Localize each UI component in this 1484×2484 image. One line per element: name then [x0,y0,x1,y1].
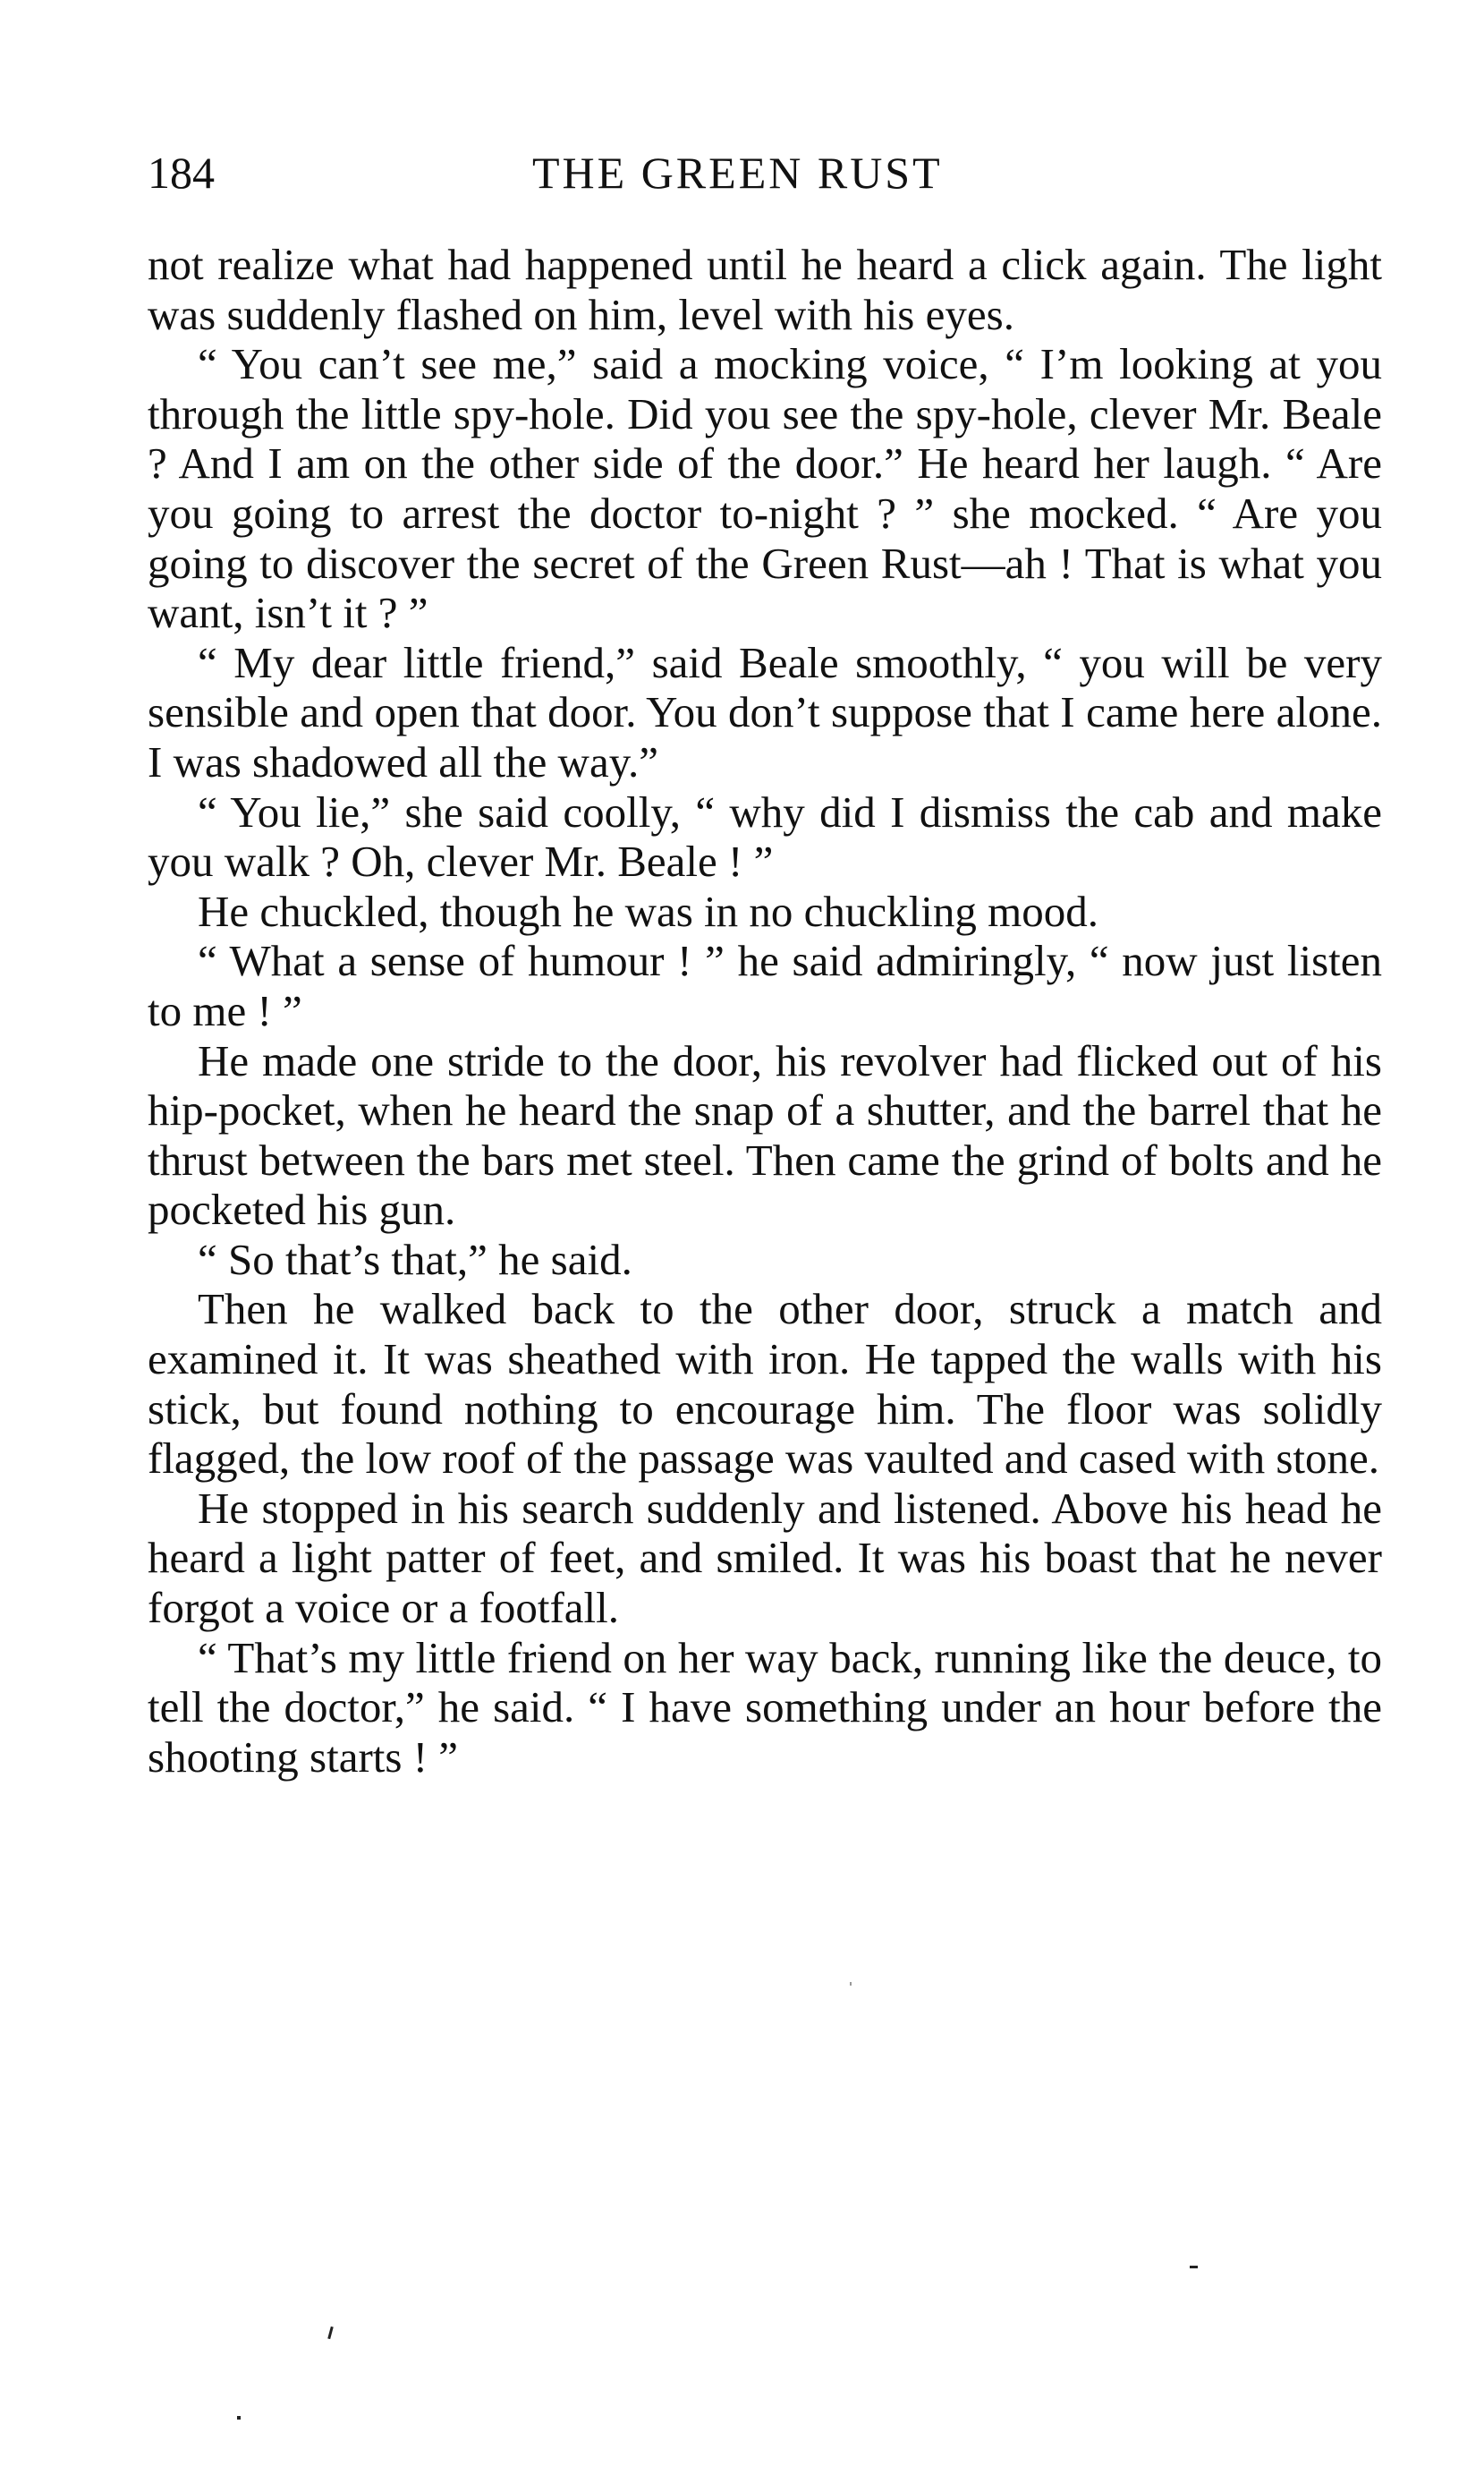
body-text [148,240,1382,1782]
scan-speck [1190,2266,1198,2268]
scan-speck [850,1982,852,1986]
paragraph: “ You can’t see me,” said a mocking voice, “ I’m looking at you through the little spy-hole. Did you see the spy-hole, clever Mr. Beale ? And I am on the other side of the door.” He heard her laugh. “ Are you going to arrest the doctor to-night ? ” she mocked. “ Are you going to discover the secret of the Green Rust—ah ! That is what you want, isn’t it ? ” [148,339,1382,638]
paragraph: “ You lie,” she said coolly, “ why did I dismiss the cab and make you walk ? Oh, clever Mr. Beale ! ” [148,787,1382,887]
paragraph: He made one stride to the door, his revolver had flicked out of his hip-pocket, when he heard the snap of a shutter, and the barrel that he thrust between the bars met steel. Then came the grind of bolts and he pocketed his gun. [148,1035,1382,1235]
paragraph: “ That’s my little friend on her way back, running like the deuce, to tell the doctor,” he said. “ I have something under an hour before the shooting starts ! ” [148,1632,1382,1782]
paragraph: “ What a sense of humour ! ” he said admiringly, “ now just listen to me ! ” [148,936,1382,1035]
scan-speck [327,2327,334,2339]
running-title: THE GREEN RUST [532,148,943,198]
page-header [148,141,1382,204]
paragraph: Then he walked back to the other door, struck a match and examined it. It was sheathed with iron. He tapped the walls with his stick, but found nothing to encourage him. The floor was solidly flagged, the low roof of the passage was vaulted and cased with stone. [148,1284,1382,1484]
paragraph: He stopped in his search suddenly and listened. Above his head he heard a light patter of feet, and smiled. It was his boast that he never forgot a voice or a footfall. [148,1483,1382,1633]
paragraph: not realize what had happened until he heard a click again. The light was suddenly flashed on him, level with his eyes. [148,240,1382,339]
paragraph: He chuckled, though he was in no chuckling mood. [198,886,1099,936]
paragraph: “ So that’s that,” he said. [198,1234,632,1284]
scan-speck [237,2416,241,2420]
paragraph: “ My dear little friend,” said Beale smoothly, “ you will be very sensible and open that door. You don’t suppose that I came here alone. I was shadowed all the way.” [148,637,1382,787]
page-number: 184 [148,148,215,198]
